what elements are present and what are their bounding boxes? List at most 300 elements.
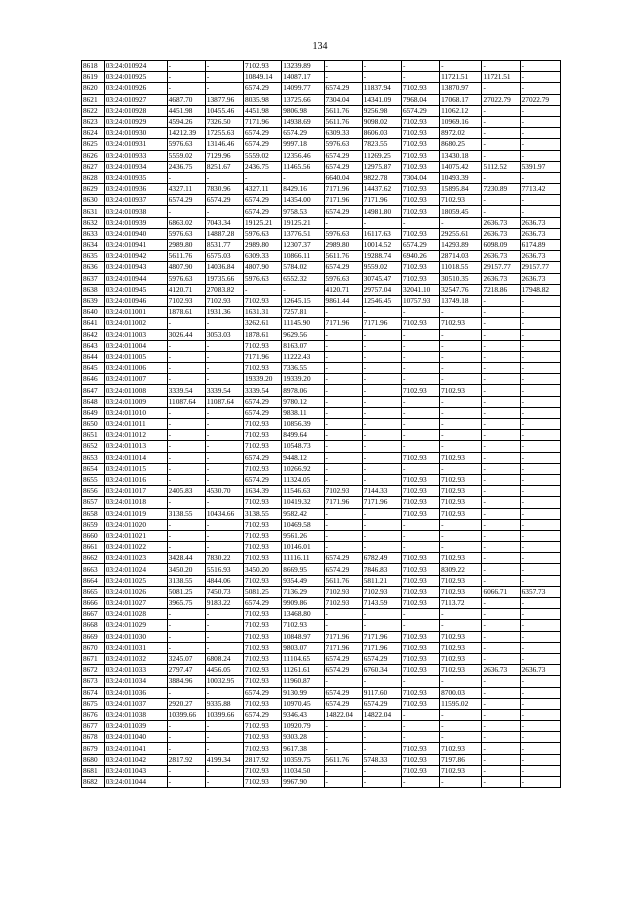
table-cell: 3138.55 [244, 508, 282, 519]
table-cell: - [440, 777, 482, 788]
table-row [82, 765, 561, 776]
table-cell: 29157.77 [482, 262, 520, 273]
table-cell: 03:24:011007 [104, 374, 167, 385]
table-cell: 03:24:011008 [104, 385, 167, 396]
table-cell: - [362, 396, 401, 407]
table-cell: - [440, 61, 482, 72]
table-row [82, 307, 561, 318]
table-cell: 7102.93 [401, 195, 439, 206]
table-cell: - [401, 307, 439, 318]
table-cell: 8625 [82, 139, 105, 150]
table-cell: 03:24:011004 [104, 340, 167, 351]
table-cell: - [520, 407, 560, 418]
table-cell: 8674 [82, 687, 105, 698]
table-cell: - [362, 441, 401, 452]
table-cell: - [482, 363, 520, 374]
table-cell: 19125.21 [244, 217, 282, 228]
table-cell: - [482, 374, 520, 385]
table-cell: 3428.44 [167, 553, 205, 564]
table-cell: - [482, 206, 520, 217]
table-cell: 7171.96 [324, 642, 362, 653]
table-cell: 10146.01 [282, 542, 324, 553]
table-cell: - [401, 542, 439, 553]
table-row [82, 709, 561, 720]
table-cell: 03:24:010933 [104, 150, 167, 161]
table-cell: 8531.77 [205, 240, 243, 251]
table-row [82, 676, 561, 687]
table-cell: 5081.25 [244, 586, 282, 597]
table-row [82, 228, 561, 239]
table-cell: 10970.45 [282, 698, 324, 709]
table-cell: - [167, 351, 205, 362]
table-cell: 19339.20 [282, 374, 324, 385]
table-cell: - [167, 721, 205, 732]
table-cell: 8619 [82, 72, 105, 83]
table-cell: - [482, 620, 520, 631]
table-cell: - [401, 396, 439, 407]
table-cell: 3053.03 [205, 329, 243, 340]
table-cell: - [401, 217, 439, 228]
table-cell: - [324, 620, 362, 631]
table-cell: 8429.16 [282, 184, 324, 195]
table-cell: - [482, 139, 520, 150]
table-row [82, 150, 561, 161]
table-cell: - [205, 340, 243, 351]
table-cell: 6357.73 [520, 586, 560, 597]
table-row [82, 262, 561, 273]
table-cell: 6574.29 [362, 698, 401, 709]
table-cell: - [401, 61, 439, 72]
table-cell: - [440, 709, 482, 720]
table-cell: 7102.93 [401, 564, 439, 575]
table-cell: 14212.39 [167, 128, 205, 139]
table-cell: 6552.32 [282, 273, 324, 284]
table-cell: 9117.60 [362, 687, 401, 698]
table-row [82, 295, 561, 306]
table-cell: 03:24:011016 [104, 474, 167, 485]
table-cell: 8639 [82, 295, 105, 306]
table-cell: - [362, 743, 401, 754]
table-cell: 8650 [82, 419, 105, 430]
table-row [82, 732, 561, 743]
table-cell: 10469.58 [282, 519, 324, 530]
table-cell: - [520, 474, 560, 485]
table-cell: 2636.73 [482, 273, 520, 284]
table-cell: 8637 [82, 273, 105, 284]
table-cell: - [520, 172, 560, 183]
table-cell: 7129.96 [205, 150, 243, 161]
table-cell: - [205, 732, 243, 743]
table-cell: - [324, 452, 362, 463]
table-cell: 3138.55 [167, 575, 205, 586]
table-cell: 8659 [82, 519, 105, 530]
table-cell: 8653 [82, 452, 105, 463]
table-cell: 6066.71 [482, 586, 520, 597]
table-cell: - [362, 374, 401, 385]
table-cell: 8655 [82, 474, 105, 485]
table-cell: - [520, 642, 560, 653]
table-cell: 7230.89 [482, 184, 520, 195]
table-cell: - [482, 765, 520, 776]
table-cell: - [167, 430, 205, 441]
table-cell: 7102.93 [401, 553, 439, 564]
table-cell: 5516.93 [205, 564, 243, 575]
table-cell: - [205, 463, 243, 474]
table-cell: 2636.73 [520, 273, 560, 284]
table-cell: 03:24:011022 [104, 542, 167, 553]
table-row [82, 497, 561, 508]
table-cell: - [520, 709, 560, 720]
table-cell: 3450.20 [167, 564, 205, 575]
table-cell: - [482, 128, 520, 139]
table-cell: 9559.02 [362, 262, 401, 273]
table-cell: 11269.25 [362, 150, 401, 161]
table-cell: 7102.93 [401, 665, 439, 676]
table-cell: 03:24:011044 [104, 777, 167, 788]
table-cell: - [401, 732, 439, 743]
table-row [82, 430, 561, 441]
table-cell: - [482, 295, 520, 306]
table-cell: - [362, 721, 401, 732]
table-cell: 03:24:011041 [104, 743, 167, 754]
table-cell: 8646 [82, 374, 105, 385]
table-cell: - [205, 620, 243, 631]
table-cell: 8035.98 [244, 94, 282, 105]
table-cell: 12356.46 [282, 150, 324, 161]
table-cell: 11087.64 [167, 396, 205, 407]
table-row [82, 105, 561, 116]
table-cell: 6574.29 [205, 195, 243, 206]
table-cell: 7102.93 [401, 698, 439, 709]
table-cell: - [482, 530, 520, 541]
table-row [82, 83, 561, 94]
table-row [82, 240, 561, 251]
table-cell: 7102.93 [401, 139, 439, 150]
table-cell: - [205, 206, 243, 217]
table-cell: - [482, 61, 520, 72]
table-cell: 6098.09 [482, 240, 520, 251]
table-cell: - [520, 564, 560, 575]
table-cell: 9335.88 [205, 698, 243, 709]
table-row [82, 419, 561, 430]
table-cell: - [401, 721, 439, 732]
table-cell: - [205, 419, 243, 430]
table-cell: 03:24:011006 [104, 363, 167, 374]
table-cell: 7102.93 [324, 486, 362, 497]
table-cell: - [205, 351, 243, 362]
table-row [82, 542, 561, 553]
table-cell: 5611.76 [324, 116, 362, 127]
table-cell: - [362, 508, 401, 519]
table-cell: - [440, 530, 482, 541]
table-cell: - [205, 83, 243, 94]
table-cell: - [324, 765, 362, 776]
table-cell: - [167, 777, 205, 788]
table-cell: - [440, 542, 482, 553]
table-cell: 7102.93 [440, 553, 482, 564]
table-cell: - [482, 105, 520, 116]
table-cell: 9256.98 [362, 105, 401, 116]
table-cell: 30745.47 [362, 273, 401, 284]
table-cell: 11595.02 [440, 698, 482, 709]
table-cell: - [520, 105, 560, 116]
table-cell: - [482, 441, 520, 452]
table-cell: 6574.29 [324, 83, 362, 94]
table-cell: - [520, 340, 560, 351]
table-cell: - [167, 765, 205, 776]
table-cell: 9838.11 [282, 407, 324, 418]
table-row [82, 273, 561, 284]
table-cell: 7102.93 [244, 631, 282, 642]
table-row [82, 508, 561, 519]
table-cell: 8647 [82, 385, 105, 396]
table-cell: 7102.93 [401, 184, 439, 195]
table-cell: - [324, 385, 362, 396]
table-row [82, 586, 561, 597]
table-cell: 03:24:011015 [104, 463, 167, 474]
table-cell: 03:24:011009 [104, 396, 167, 407]
table-cell: - [401, 374, 439, 385]
table-cell: 03:24:011039 [104, 721, 167, 732]
table-cell: - [440, 329, 482, 340]
table-cell: - [244, 172, 282, 183]
table-cell: - [362, 419, 401, 430]
table-cell: 13239.89 [282, 61, 324, 72]
table-cell: 7102.93 [401, 228, 439, 239]
table-cell: - [205, 687, 243, 698]
table-cell: - [520, 195, 560, 206]
table-cell: - [205, 497, 243, 508]
table-cell: 03:24:010941 [104, 240, 167, 251]
table-cell: 8670 [82, 642, 105, 653]
table-cell: 7102.93 [244, 777, 282, 788]
table-cell: 9617.38 [282, 743, 324, 754]
table-cell: 7102.93 [401, 385, 439, 396]
table-cell: 14293.89 [440, 240, 482, 251]
table-cell: 11034.50 [282, 765, 324, 776]
table-cell: - [324, 419, 362, 430]
table-cell: - [482, 351, 520, 362]
table-cell: - [520, 609, 560, 620]
table-cell: 4844.06 [205, 575, 243, 586]
table-cell: 6574.29 [324, 665, 362, 676]
table-cell: - [482, 463, 520, 474]
table-cell: 03:24:011011 [104, 419, 167, 430]
table-cell: 7102.93 [401, 743, 439, 754]
table-cell: 8671 [82, 653, 105, 664]
table-cell: 03:24:010940 [104, 228, 167, 239]
table-cell: - [482, 698, 520, 709]
table-cell: - [440, 609, 482, 620]
table-cell: 9561.26 [282, 530, 324, 541]
table-cell: 7102.93 [244, 430, 282, 441]
table-row [82, 754, 561, 765]
table-cell: - [482, 542, 520, 553]
table-cell: - [362, 72, 401, 83]
table-cell: - [167, 642, 205, 653]
table-cell: 6574.29 [324, 687, 362, 698]
table-row [82, 553, 561, 564]
table-row [82, 172, 561, 183]
table-cell: 4594.26 [167, 116, 205, 127]
table-cell: 9354.49 [282, 575, 324, 586]
table-cell: 13870.97 [440, 83, 482, 94]
table-cell: 9909.86 [282, 598, 324, 609]
table-cell: - [482, 486, 520, 497]
table-cell: 7102.93 [440, 586, 482, 597]
table-cell: 8673 [82, 676, 105, 687]
table-cell: - [205, 363, 243, 374]
table-cell: - [482, 754, 520, 765]
table-cell: 7102.93 [440, 508, 482, 519]
table-cell: - [362, 676, 401, 687]
table-cell: - [401, 351, 439, 362]
table-cell: - [482, 732, 520, 743]
table-cell: 11546.63 [282, 486, 324, 497]
table-cell: 28714.03 [440, 251, 482, 262]
table-cell: 6574.29 [244, 598, 282, 609]
table-cell: 03:24:011037 [104, 698, 167, 709]
table-cell: 03:24:011018 [104, 497, 167, 508]
table-cell: 27022.79 [482, 94, 520, 105]
table-cell: 7102.93 [440, 653, 482, 664]
table-cell: - [324, 217, 362, 228]
table-cell: 7968.04 [401, 94, 439, 105]
table-cell: - [520, 128, 560, 139]
table-cell: 03:24:011021 [104, 530, 167, 541]
table-cell: 2636.73 [482, 228, 520, 239]
table-cell: 5976.63 [167, 273, 205, 284]
table-cell: 19288.74 [362, 251, 401, 262]
table-cell: 9803.07 [282, 642, 324, 653]
table-cell: - [520, 318, 560, 329]
table-cell: 6863.02 [167, 217, 205, 228]
table-cell: - [520, 396, 560, 407]
table-cell: - [520, 721, 560, 732]
table-cell: - [362, 329, 401, 340]
table-cell: - [520, 329, 560, 340]
table-cell: 8642 [82, 329, 105, 340]
table-cell: - [362, 363, 401, 374]
table-cell: 8666 [82, 598, 105, 609]
table-row [82, 184, 561, 195]
table-cell: - [520, 206, 560, 217]
table-cell: - [205, 530, 243, 541]
table-cell: 9629.56 [282, 329, 324, 340]
table-cell: 5611.76 [324, 105, 362, 116]
table-cell: 11104.65 [282, 653, 324, 664]
table-cell: - [167, 732, 205, 743]
table-cell: 30510.35 [440, 273, 482, 284]
table-cell: - [362, 452, 401, 463]
table-cell: 7102.93 [205, 295, 243, 306]
table-cell: 3245.07 [167, 653, 205, 664]
table-cell: 1878.61 [244, 329, 282, 340]
table-cell: - [205, 609, 243, 620]
table-cell: 7102.93 [244, 542, 282, 553]
table-cell: 7218.86 [482, 284, 520, 295]
table-cell: 27083.82 [205, 284, 243, 295]
table-row [82, 329, 561, 340]
table-cell: 8621 [82, 94, 105, 105]
table-cell: 03:24:011040 [104, 732, 167, 743]
table-cell: - [167, 620, 205, 631]
table-cell: - [520, 150, 560, 161]
table-cell: 03:24:010928 [104, 105, 167, 116]
table-cell: 8627 [82, 161, 105, 172]
table-cell: - [401, 519, 439, 530]
table-cell: - [205, 61, 243, 72]
table-cell: 12546.45 [362, 295, 401, 306]
table-cell: 7102.93 [244, 698, 282, 709]
table-cell: 10419.32 [282, 497, 324, 508]
table-cell: - [167, 474, 205, 485]
table-cell: 5611.76 [167, 251, 205, 262]
table-cell: 15895.84 [440, 184, 482, 195]
table-cell: 2989.80 [167, 240, 205, 251]
table-cell: 5611.76 [324, 754, 362, 765]
table-cell: 8626 [82, 150, 105, 161]
table-cell: - [167, 497, 205, 508]
table-cell: - [482, 519, 520, 530]
table-row [82, 351, 561, 362]
table-cell: - [324, 542, 362, 553]
table-cell: 32041.10 [401, 284, 439, 295]
table-cell: - [324, 430, 362, 441]
table-cell: 8631 [82, 206, 105, 217]
table-cell: - [324, 474, 362, 485]
table-cell: 7171.96 [324, 318, 362, 329]
table-cell: 5112.52 [482, 161, 520, 172]
table-cell: 03:24:010931 [104, 139, 167, 150]
table-cell: - [520, 385, 560, 396]
table-cell: - [520, 295, 560, 306]
table-cell: 11087.64 [205, 396, 243, 407]
table-cell: - [520, 508, 560, 519]
table-cell: - [520, 653, 560, 664]
table-cell: 6808.24 [205, 653, 243, 664]
table-cell: - [401, 620, 439, 631]
table-cell: - [205, 318, 243, 329]
table-cell: 14036.84 [205, 262, 243, 273]
table-cell: 03:24:011002 [104, 318, 167, 329]
table-cell: 03:24:010942 [104, 251, 167, 262]
table-cell: - [440, 307, 482, 318]
table-cell: 4451.98 [167, 105, 205, 116]
table-cell: 1631.31 [244, 307, 282, 318]
table-cell: 7102.93 [244, 575, 282, 586]
table-cell: - [167, 441, 205, 452]
table-cell: - [482, 575, 520, 586]
table-cell: 7102.93 [324, 586, 362, 597]
table-cell: 8624 [82, 128, 105, 139]
table-cell: 9346.43 [282, 709, 324, 720]
table-cell: - [324, 396, 362, 407]
table-row [82, 385, 561, 396]
table-cell: 10848.97 [282, 631, 324, 642]
table-cell: 2636.73 [482, 665, 520, 676]
table-cell: 7102.93 [440, 474, 482, 485]
table-cell: - [362, 620, 401, 631]
table-cell: - [205, 519, 243, 530]
table-cell: 03:24:011024 [104, 564, 167, 575]
table-cell: 5976.63 [324, 139, 362, 150]
table-row [82, 474, 561, 485]
table-cell: 8680.25 [440, 139, 482, 150]
table-cell: - [401, 709, 439, 720]
table-cell: 7102.93 [244, 642, 282, 653]
table-cell: 9822.78 [362, 172, 401, 183]
